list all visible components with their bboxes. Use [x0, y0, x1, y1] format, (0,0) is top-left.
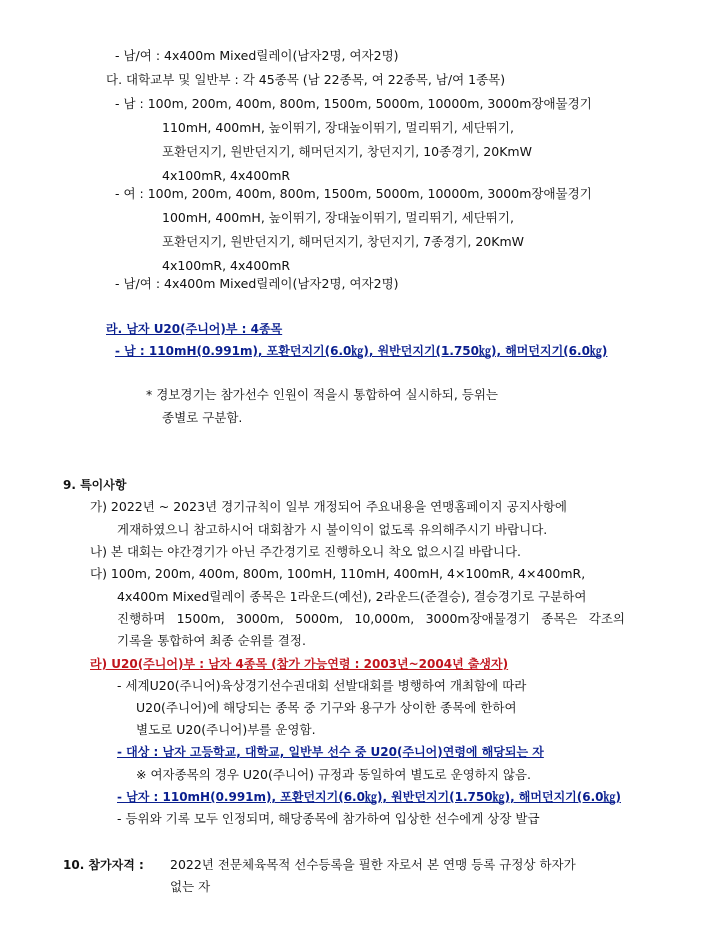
section-10-text-line-2: 없는 자: [170, 879, 211, 894]
section-10-label: 10. 참가자격 :: [63, 858, 144, 872]
note-ra-desc-line-1: - 세계U20(주니어)육상경기선수권대회 선발대회를 병행하여 개최함에 따라: [117, 678, 527, 693]
men-events-line-1: - 남 : 100m, 200m, 400m, 800m, 1500m, 5000m, 10000m, 3000m장애물경기: [115, 96, 592, 111]
note-da-line-2: 4x400m Mixed릴레이 종목은 1라운드(예선), 2라운드(준결승), 결승경기로 구분하여: [117, 589, 587, 604]
men-events-line-4: 4x100mR, 4x400mR: [162, 168, 291, 183]
men-events-line-3: 포환던지기, 원반던지기, 해머던지기, 창던지기, 10종경기, 20KmW: [162, 144, 532, 159]
section-ra-heading: 라. 남자 U20(주니어)부 : 4종목: [106, 322, 283, 336]
section-9-title: 9. 특이사항: [63, 478, 127, 492]
note-ra-men-events: - 남자 : 110mH(0.991m), 포환던지기(6.0㎏), 원반던지기(1.750㎏), 해머던지기(6.0㎏): [117, 790, 621, 804]
race-walk-note-line-2: 종별로 구분함.: [162, 410, 243, 425]
note-ra-desc-line-3: 별도로 U20(주니어)부를 운영함.: [136, 722, 316, 737]
note-da-line-1: 다) 100m, 200m, 400m, 800m, 100mH, 110mH, 400mH, 4×100mR, 4×400mR,: [90, 566, 586, 581]
note-ra-female: ※ 여자종목의 경우 U20(주니어) 규정과 동일하여 별도로 운영하지 않음.: [136, 767, 531, 782]
men-events-line-2: 110mH, 400mH, 높이뛰기, 장대높이뛰기, 멀리뛰기, 세단뛰기,: [162, 120, 514, 135]
note-ra-desc-line-2: U20(주니어)에 해당되는 종목 중 기구와 용구가 상이한 종목에 한하여: [136, 700, 517, 715]
note-ra-heading: 라) U20(주니어)부 : 남자 4종목 (참가 가능연령 : 2003년~2004년 출생자): [90, 657, 509, 671]
note-ra-award: - 등위와 기록 모두 인정되며, 해당종목에 참가하여 입상한 선수에게 상장 발급: [117, 811, 540, 826]
women-events-line-4: 4x100mR, 4x400mR: [162, 258, 291, 273]
section-ra-events: - 남 : 110mH(0.991m), 포환던지기(6.0㎏), 원반던지기(1.750㎏), 해머던지기(6.0㎏): [115, 344, 608, 358]
note-ra-target: - 대상 : 남자 고등학교, 대학교, 일반부 선수 중 U20(주니어)연령에 해당되는 자: [117, 745, 544, 759]
women-events-line-1: - 여 : 100m, 200m, 400m, 800m, 1500m, 5000m, 10000m, 3000m장애물경기: [115, 186, 592, 201]
women-events-line-3: 포환던지기, 원반던지기, 해머던지기, 창던지기, 7종경기, 20KmW: [162, 234, 524, 249]
women-events-line-2: 100mH, 400mH, 높이뛰기, 장대높이뛰기, 멀리뛰기, 세단뛰기,: [162, 210, 514, 225]
note-ga-line-2: 게재하였으니 참고하시어 대회참가 시 불이익이 없도록 유의해주시기 바랍니다.: [117, 522, 548, 537]
note-ga-line-1: 가) 2022년 ~ 2023년 경기규칙이 일부 개정되어 주요내용을 연맹홈페이지 공지사항에: [90, 499, 567, 514]
note-da-line-4: 기록을 통합하여 최종 순위를 결정.: [117, 633, 306, 648]
mixed-relay: - 남/여 : 4x400m Mixed릴레이(남자2명, 여자2명): [115, 276, 399, 291]
note-na: 나) 본 대회는 야간경기가 아닌 주간경기로 진행하오니 착오 없으시길 바랍니다.: [90, 544, 522, 559]
note-da-line-3: 진행하며 1500m, 3000m, 5000m, 10,000m, 3000m장애물경기 종목은 각조의: [117, 611, 625, 626]
section-da-heading: 다. 대학교부 및 일반부 : 각 45종목 (남 22종목, 여 22종목, 남/여 1종목): [106, 72, 506, 87]
section-10-text-line-1: 2022년 전문체육목적 선수등록을 필한 자로서 본 연맹 등록 규정상 하자가: [170, 857, 576, 872]
race-walk-note-line-1: * 경보경기는 참가선수 인원이 적을시 통합하여 실시하되, 등위는: [146, 387, 498, 402]
mixed-relay-top: - 남/여 : 4x400m Mixed릴레이(남자2명, 여자2명): [115, 48, 399, 63]
